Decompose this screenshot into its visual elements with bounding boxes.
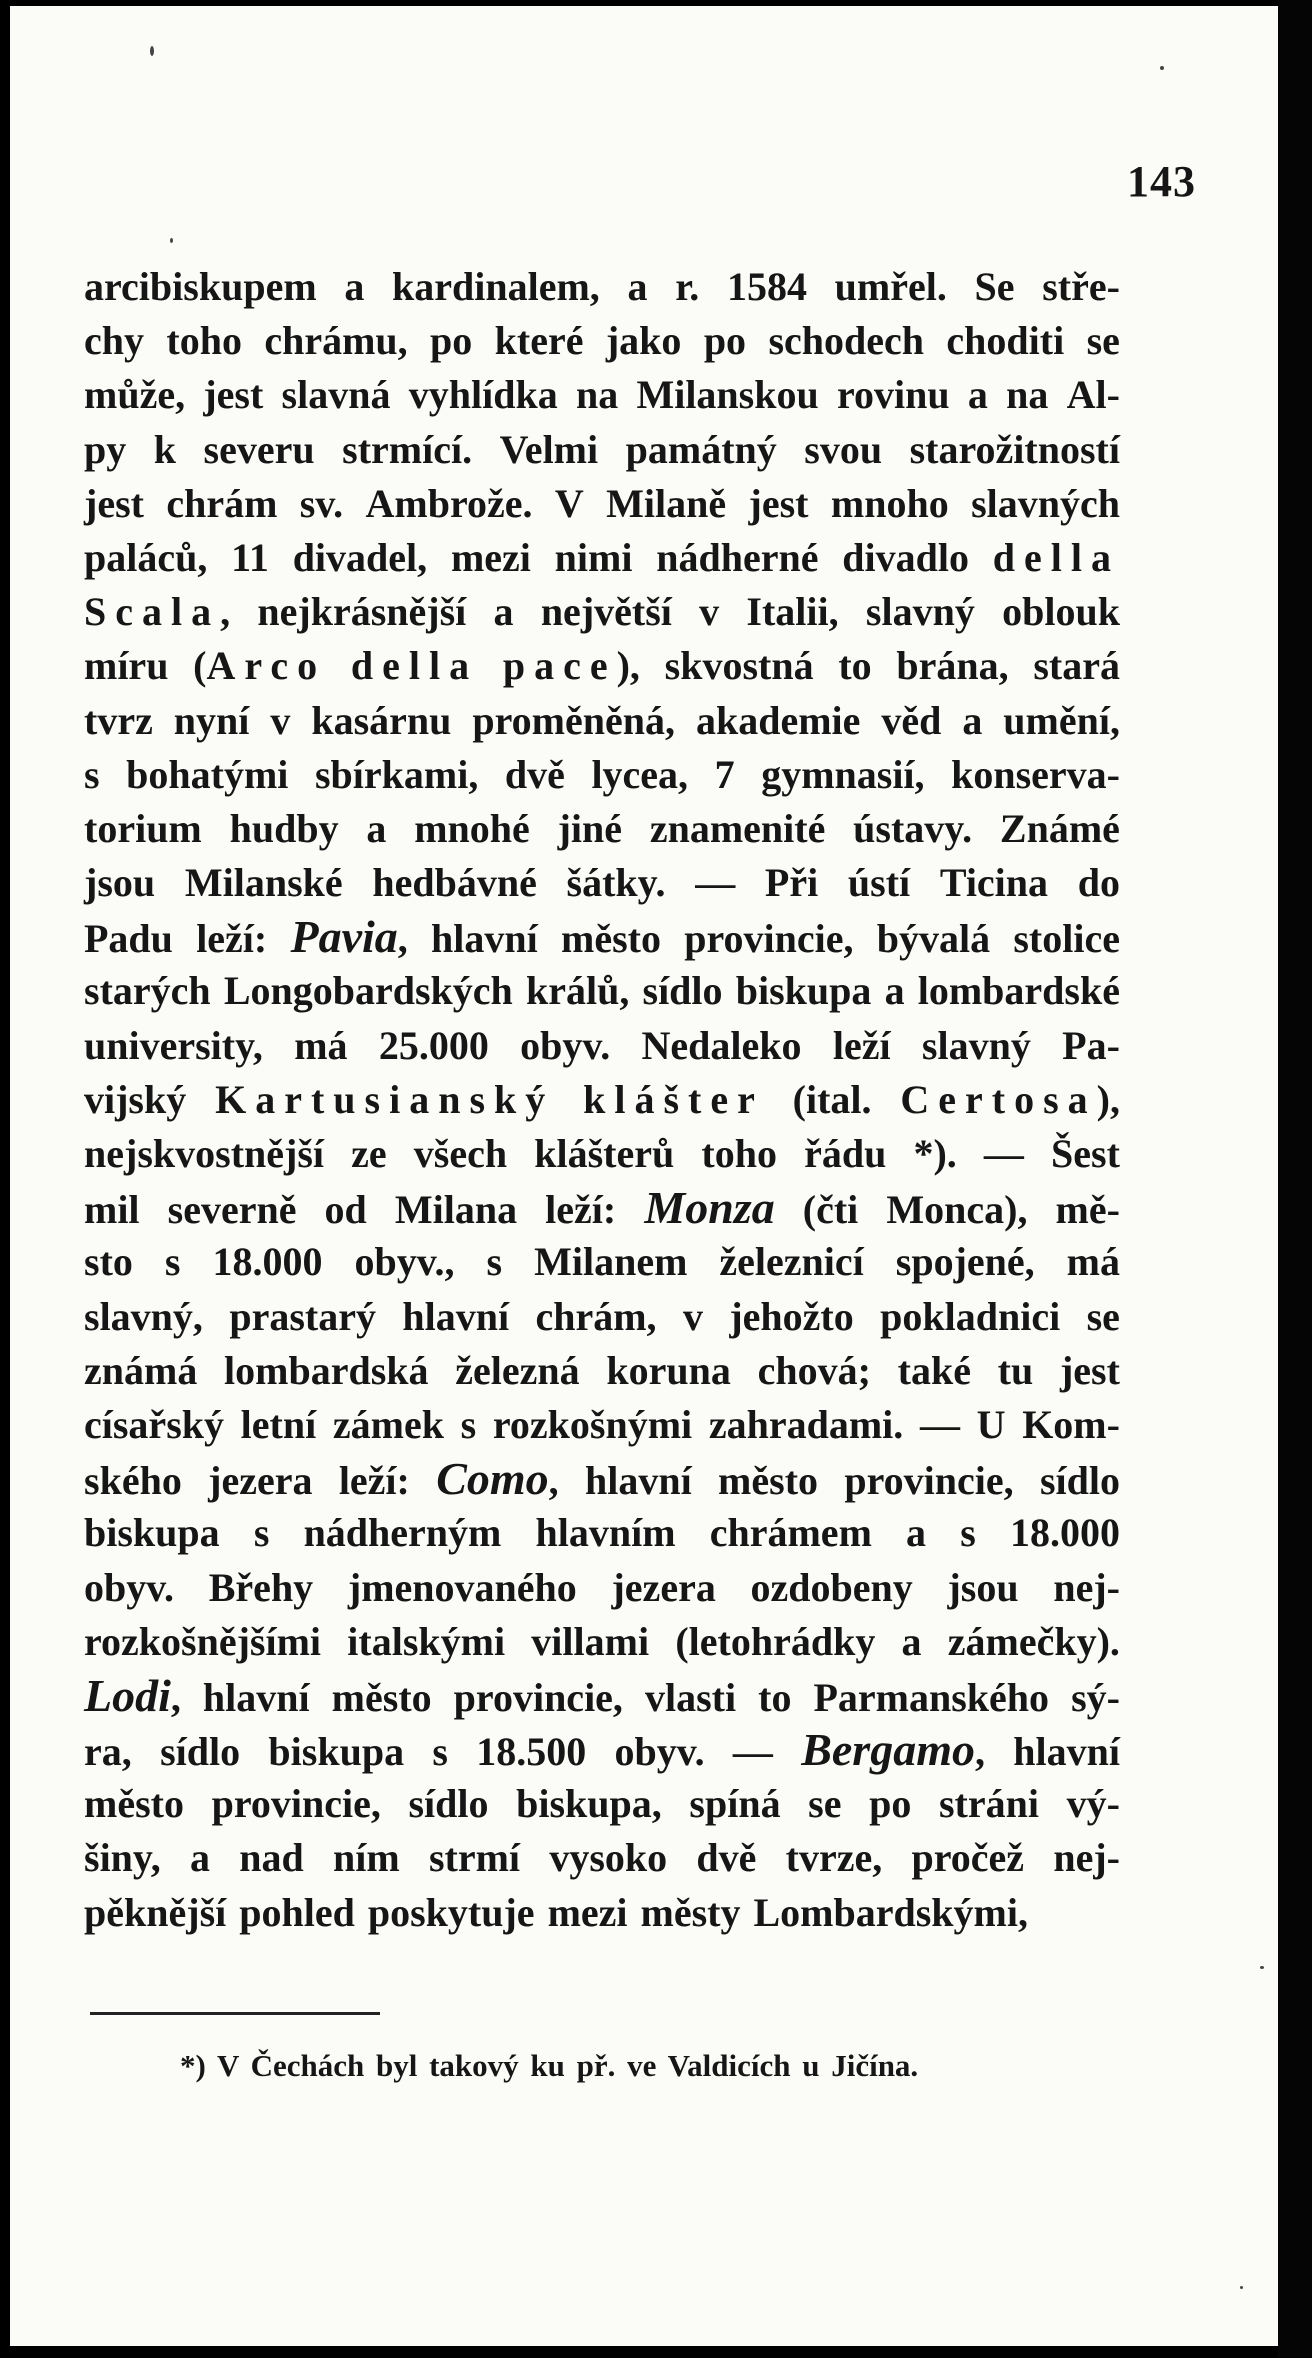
word: svou xyxy=(804,426,883,472)
word: na xyxy=(575,372,619,418)
word: a xyxy=(884,968,905,1014)
word: 1584 xyxy=(726,264,807,309)
word: Nedaleko xyxy=(641,1022,802,1068)
word: biskupa, xyxy=(516,1781,662,1827)
book-page xyxy=(10,6,1278,2346)
word: chrámem xyxy=(709,1510,872,1556)
text-line xyxy=(84,910,1120,964)
word: poskytuje xyxy=(367,1889,535,1935)
text-line xyxy=(84,1886,1120,1940)
word: U xyxy=(976,1401,1006,1447)
word: ra, xyxy=(84,1729,132,1775)
word: zahradami. xyxy=(708,1401,904,1447)
word: město xyxy=(718,1458,819,1504)
word: Milanem xyxy=(534,1239,688,1285)
word: Monca), xyxy=(886,1187,1028,1233)
word: v xyxy=(270,697,291,743)
word: obyv., xyxy=(354,1239,455,1285)
word: sv. xyxy=(299,480,344,526)
word: hudby xyxy=(229,805,339,851)
word: Milanské xyxy=(184,860,343,906)
text-line xyxy=(84,1669,1120,1723)
word: pročež xyxy=(911,1835,1025,1881)
word: 18.000 xyxy=(212,1239,323,1285)
word: jako xyxy=(605,318,682,364)
text-line xyxy=(84,748,1120,802)
word: nejskvostnější xyxy=(84,1131,325,1176)
word: Al- xyxy=(1066,372,1120,418)
word: sbírkami, xyxy=(314,751,479,797)
word: jsou xyxy=(84,860,156,906)
word: ozdobeny xyxy=(750,1564,913,1610)
word: po xyxy=(869,1781,912,1827)
word: ze xyxy=(351,1131,387,1176)
word: arcibiskupem xyxy=(84,264,317,309)
text-line xyxy=(84,260,1120,314)
word: chrám xyxy=(166,480,278,526)
word: lombardská xyxy=(224,1347,429,1393)
text-line xyxy=(84,1073,1120,1127)
word: všech xyxy=(413,1131,508,1176)
text-line xyxy=(84,1398,1120,1452)
word: Certosa), xyxy=(900,1076,1120,1122)
word: klášterů xyxy=(534,1131,675,1176)
word: prastarý xyxy=(229,1293,376,1339)
text-line xyxy=(84,531,1120,585)
word: Monza xyxy=(644,1182,775,1234)
word: míru xyxy=(84,643,169,689)
word: sídlo xyxy=(642,968,723,1014)
word: biskupa xyxy=(84,1510,220,1556)
word: a xyxy=(967,372,988,418)
word: památný xyxy=(625,426,777,472)
word: hlavní xyxy=(585,1458,692,1504)
scan-edge xyxy=(1278,0,1312,2358)
word: Scala, xyxy=(84,589,231,635)
word: slavná xyxy=(281,372,391,418)
footnote: *) V Čechách byl takový ku př. ve Valdicích u Jičína. xyxy=(180,2048,919,2083)
text-line xyxy=(84,964,1120,1018)
word: severně xyxy=(167,1187,297,1233)
word: po xyxy=(703,318,747,364)
word: město xyxy=(561,916,661,962)
text-line xyxy=(84,1561,1120,1615)
word: Pa- xyxy=(1062,1022,1120,1068)
word: železnicí xyxy=(719,1239,864,1285)
word: největší xyxy=(540,589,672,635)
word: se xyxy=(808,1781,842,1827)
text-line xyxy=(84,477,1120,531)
word: Při xyxy=(764,860,819,906)
word: hedbávné xyxy=(372,860,537,906)
word: králů, xyxy=(525,968,630,1014)
word: provincie, xyxy=(684,916,854,962)
word: nádherné xyxy=(656,534,819,580)
word: mezi xyxy=(547,1889,628,1935)
text-line xyxy=(84,368,1120,422)
word: pace), xyxy=(502,643,640,689)
word: ústí xyxy=(847,860,911,906)
word: ním xyxy=(333,1835,400,1881)
word: Longobardských xyxy=(223,968,513,1014)
word: starožitností xyxy=(909,426,1120,472)
word: jest xyxy=(203,372,264,418)
word: pěknější xyxy=(84,1889,227,1935)
word: divadel, xyxy=(292,534,428,580)
word: leží: xyxy=(338,1458,410,1504)
word: chrám, xyxy=(535,1293,657,1339)
word: od xyxy=(324,1187,367,1233)
scan-speck xyxy=(170,238,173,243)
word: obyv. xyxy=(84,1564,175,1610)
word: hlavní xyxy=(202,1674,310,1720)
text-line xyxy=(84,1452,1120,1506)
text-line xyxy=(84,423,1120,477)
word: Lombardskými, xyxy=(753,1889,1028,1935)
word: mě- xyxy=(1055,1187,1120,1233)
word: a xyxy=(344,264,365,309)
word: má xyxy=(1066,1239,1120,1285)
word: *). xyxy=(913,1131,957,1176)
word: rozkošnými xyxy=(492,1401,693,1447)
word: konserva- xyxy=(951,751,1120,797)
word: sídlo xyxy=(1039,1458,1120,1504)
word: věd xyxy=(881,697,942,743)
text-line xyxy=(84,1777,1120,1831)
word: město xyxy=(331,1674,432,1720)
word: Lodi, xyxy=(84,1669,181,1721)
text-line xyxy=(84,314,1120,368)
word: koruna xyxy=(606,1347,731,1393)
word: provincie, xyxy=(844,1458,1014,1504)
word: della xyxy=(992,534,1120,580)
word: obyv. xyxy=(614,1729,705,1775)
word: chrámu, xyxy=(264,318,408,364)
word: mezi xyxy=(450,534,531,580)
word: Milaně xyxy=(606,480,727,526)
word: schodech xyxy=(768,318,925,364)
word: a xyxy=(906,1510,927,1556)
word: hlavní xyxy=(402,1293,510,1339)
word: Velmi xyxy=(499,426,599,472)
word: s xyxy=(460,1401,477,1447)
word: rovinu xyxy=(837,372,950,418)
word: bohatými xyxy=(126,751,289,797)
word: s xyxy=(164,1239,181,1285)
word: mil xyxy=(84,1187,140,1233)
word: vlasti xyxy=(644,1674,737,1720)
text-line xyxy=(84,1831,1120,1885)
word: ústavy. xyxy=(853,805,973,851)
word: (letohrádky xyxy=(675,1618,876,1664)
word: sto xyxy=(84,1239,133,1285)
word: umění, xyxy=(1003,697,1120,743)
word: s xyxy=(253,1510,270,1556)
word: kardinalem, xyxy=(392,264,600,309)
word: della xyxy=(350,643,479,689)
word: stará xyxy=(1033,643,1120,689)
word: může, xyxy=(84,372,186,418)
word: py xyxy=(84,426,127,472)
word: (ital. xyxy=(792,1076,872,1122)
word: toho xyxy=(166,318,242,364)
word: nejkrásnější xyxy=(257,589,467,635)
word: po xyxy=(430,318,473,364)
word: tvrz xyxy=(84,697,153,743)
word: strmící. xyxy=(342,426,473,472)
word: Parmanského xyxy=(813,1674,1050,1720)
word: starých xyxy=(84,968,211,1014)
word: jest xyxy=(748,480,809,526)
word: biskupa xyxy=(268,1729,405,1775)
word: skvostná xyxy=(664,643,814,689)
word: Milana xyxy=(394,1187,518,1233)
word: slavný xyxy=(865,589,975,635)
text-line xyxy=(84,1019,1120,1073)
word: — xyxy=(919,1401,960,1447)
word: tu xyxy=(997,1347,1034,1393)
word: mnohé xyxy=(414,805,530,851)
word: vijský xyxy=(84,1076,187,1122)
word: se xyxy=(1086,318,1120,364)
word: choditi xyxy=(946,318,1065,364)
word: gymnasií, xyxy=(761,751,925,797)
word: Ambrože. xyxy=(365,480,533,526)
word: nej- xyxy=(1053,1564,1120,1610)
word: nej- xyxy=(1053,1835,1120,1881)
word: jezera xyxy=(208,1458,313,1504)
word: — xyxy=(732,1729,773,1775)
word: obyv. xyxy=(520,1022,611,1068)
word: a xyxy=(962,697,983,743)
word: spojené, xyxy=(895,1239,1035,1285)
word: s xyxy=(84,751,100,797)
word: provincie, xyxy=(453,1674,623,1720)
word: Ticina xyxy=(939,860,1049,906)
word: strmí xyxy=(428,1835,521,1881)
word: sý- xyxy=(1071,1674,1120,1720)
word: stolice xyxy=(1013,916,1120,962)
word: jiné xyxy=(557,805,623,851)
footnote-rule xyxy=(90,2012,380,2015)
scan-speck xyxy=(1240,2286,1243,2289)
scan-speck xyxy=(1260,1966,1264,1969)
text-line xyxy=(84,1127,1120,1181)
word: nimi xyxy=(554,534,633,580)
word: vysoko xyxy=(549,1835,668,1881)
word: dvě xyxy=(696,1835,757,1881)
word: letní xyxy=(240,1401,317,1447)
body-text xyxy=(84,260,1120,1940)
word: a xyxy=(901,1618,922,1664)
word: stráni xyxy=(938,1781,1039,1827)
word: Šest xyxy=(1051,1131,1120,1176)
word: Se xyxy=(974,264,1015,309)
word: r. xyxy=(675,264,700,309)
word: kasárnu xyxy=(311,697,452,743)
text-line xyxy=(84,694,1120,748)
word: bývalá xyxy=(876,916,991,962)
word: znamenité xyxy=(649,805,826,851)
word: torium xyxy=(84,805,202,851)
word: lombardské xyxy=(917,968,1120,1014)
word: to xyxy=(838,643,872,689)
word: 18.500 xyxy=(476,1729,587,1775)
word: jest xyxy=(84,480,144,526)
text-line xyxy=(84,639,1120,693)
word: (Arco xyxy=(193,643,327,689)
word: Padu xyxy=(84,916,173,962)
word: jehožto xyxy=(729,1293,854,1339)
word: — xyxy=(695,860,736,906)
word: Milanskou xyxy=(636,372,819,418)
word: město xyxy=(84,1781,184,1827)
text-line xyxy=(84,856,1120,910)
word: jezera xyxy=(611,1564,716,1610)
scan-speck xyxy=(1160,66,1164,70)
word: 7 xyxy=(714,751,735,797)
text-line xyxy=(84,1181,1120,1235)
word: Známé xyxy=(999,805,1120,851)
word: leží xyxy=(832,1022,891,1068)
word: s xyxy=(486,1239,503,1285)
word: jest xyxy=(1059,1347,1120,1393)
word: císařský xyxy=(84,1401,224,1447)
word: které xyxy=(494,318,584,364)
word: v xyxy=(682,1293,703,1339)
word: železná xyxy=(455,1347,580,1393)
word: rozkošnějšími xyxy=(84,1618,322,1664)
text-line xyxy=(84,1235,1120,1289)
word: sídlo xyxy=(408,1781,489,1827)
word: 11 xyxy=(231,534,269,580)
word: oblouk xyxy=(1002,589,1120,635)
text-line xyxy=(84,1344,1120,1398)
word: 18.000 xyxy=(1009,1510,1120,1556)
word: pohled xyxy=(239,1889,355,1935)
text-line xyxy=(84,802,1120,856)
text-line xyxy=(84,585,1120,639)
word: chy xyxy=(84,318,144,364)
word: hlavním xyxy=(535,1510,676,1556)
word: šátky. xyxy=(566,860,666,906)
word: chová; xyxy=(757,1347,871,1393)
word: to xyxy=(758,1674,792,1720)
word: Pavia, xyxy=(290,911,408,963)
word: jsou xyxy=(947,1564,1019,1610)
word: jmenovaného xyxy=(347,1564,577,1610)
word: brána, xyxy=(896,643,1009,689)
word: a xyxy=(627,264,648,309)
word: šiny, xyxy=(84,1835,161,1881)
word: na xyxy=(1006,372,1049,418)
word: akademie xyxy=(695,697,861,743)
word: Italii, xyxy=(746,589,839,635)
word: leží: xyxy=(196,916,268,962)
word: má xyxy=(294,1022,348,1068)
word: Kom- xyxy=(1022,1401,1120,1447)
word: městy xyxy=(640,1889,741,1935)
text-line xyxy=(84,1506,1120,1560)
word: a xyxy=(189,1835,210,1881)
word: nádherným xyxy=(303,1510,502,1556)
word: klášter xyxy=(583,1076,764,1122)
word: slavný, xyxy=(84,1293,203,1339)
word: se xyxy=(1086,1293,1120,1339)
word: s xyxy=(960,1510,976,1556)
word: proměněná, xyxy=(472,697,675,743)
word: s xyxy=(432,1729,448,1775)
word: sídlo xyxy=(160,1729,241,1775)
word: ského xyxy=(84,1458,182,1504)
word: Kartusianský xyxy=(215,1076,555,1122)
word: vyhlídka xyxy=(408,372,558,418)
word: divadlo xyxy=(842,534,969,580)
word: slavných xyxy=(971,480,1120,526)
word: dvě xyxy=(504,751,565,797)
word: provincie, xyxy=(211,1781,381,1827)
word: zámečky). xyxy=(947,1618,1120,1664)
word: v xyxy=(699,589,720,635)
word: pokladnici xyxy=(880,1293,1061,1339)
word: nyní xyxy=(173,697,250,743)
word: mnoho xyxy=(830,480,949,526)
word: a xyxy=(366,805,387,851)
word: leží: xyxy=(545,1187,617,1233)
word: severu xyxy=(203,426,315,472)
word: — xyxy=(983,1131,1024,1176)
word: italskými xyxy=(347,1618,506,1664)
word: biskupa xyxy=(735,968,872,1014)
word: zámek xyxy=(332,1401,444,1447)
word: toho xyxy=(701,1131,777,1176)
word: university, xyxy=(84,1022,263,1068)
word: hlavní xyxy=(431,916,538,962)
text-line xyxy=(84,1290,1120,1344)
word: Břehy xyxy=(208,1564,314,1610)
word: (čti xyxy=(802,1187,859,1233)
word: také xyxy=(897,1347,971,1393)
word: 25.000 xyxy=(378,1022,489,1068)
word: paláců, xyxy=(84,534,208,580)
scan-speck xyxy=(150,46,154,56)
word: vý- xyxy=(1066,1781,1120,1827)
word: řádu xyxy=(804,1131,887,1176)
word: známá xyxy=(84,1347,198,1393)
word: V xyxy=(554,480,584,526)
word: umřel. xyxy=(834,264,947,309)
word: nad xyxy=(239,1835,304,1881)
word: k xyxy=(153,426,177,472)
word: villami xyxy=(531,1618,650,1664)
text-line xyxy=(84,1723,1120,1777)
word: slavný xyxy=(921,1022,1031,1068)
page-number: 143 xyxy=(1127,157,1196,206)
word: spíná xyxy=(689,1781,781,1827)
word: Como, xyxy=(436,1453,559,1505)
word: Bergamo, xyxy=(801,1724,985,1776)
word: hlavní xyxy=(1013,1729,1120,1775)
word: a xyxy=(493,589,514,635)
word: tvrze, xyxy=(785,1835,883,1881)
word: stře- xyxy=(1042,264,1120,309)
text-line xyxy=(84,1615,1120,1669)
word: do xyxy=(1077,860,1120,906)
word: lycea, xyxy=(591,751,689,797)
